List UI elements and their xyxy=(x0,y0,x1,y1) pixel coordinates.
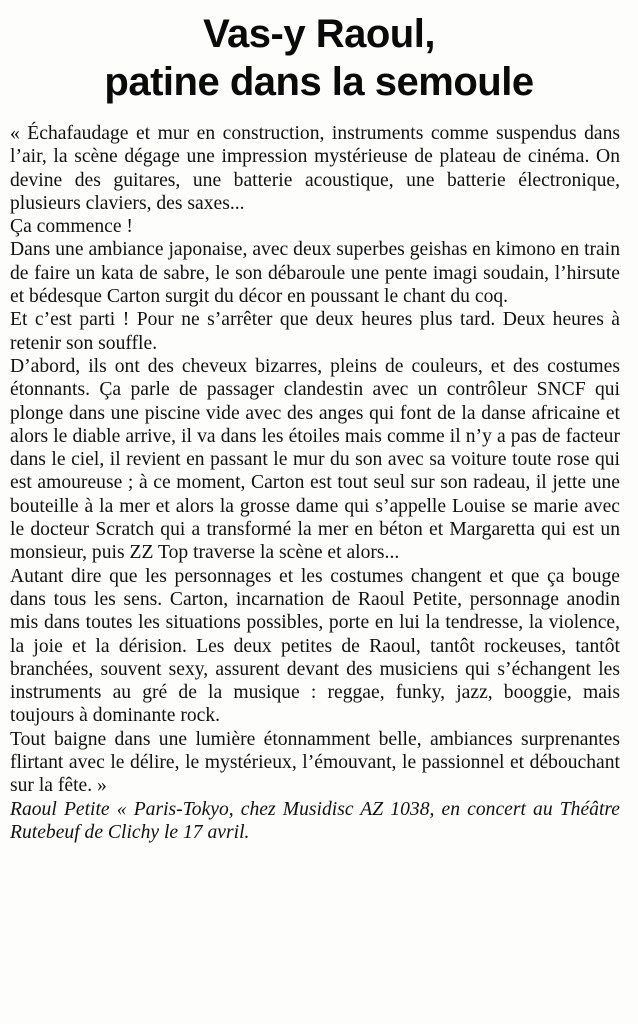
paragraph-story: D’abord, ils ont des cheveux bizarres, pleins de couleurs, et des costumes étonnants. Ça parle de passager clandestin avec un contrôleur SNCF qui plonge dans une piscine vide avec des anges qui font de la danse africaine et alors le diable arrive, il va dans les étoiles mais comme il n’y a pas de facteur dans le ciel, il revient en passant le mur du son avec sa voiture toute rose qui est amoureuse ; à ce moment, Carton est tout seul sur son radeau, il jette une bouteille à la mer et alors la grosse dame qui s’appelle Louise se marie avec le docteur Scratch qui a transformé la mer en béton et Margaretta qui est un monsieur, puis ZZ Top traverse la scène et alors... xyxy=(10,355,620,564)
headline-line-2: patine dans la semoule xyxy=(104,60,534,104)
album-credit: Raoul Petite « Paris-Tokyo, chez Musidisc AZ 1038, en concert au Théâtre Rutebeuf de Clichy le 17 avril. xyxy=(10,798,620,843)
headline-line-1: Vas-y Raoul, xyxy=(203,12,435,56)
paragraph-lighting: Tout baigne dans une lumière étonnamment belle, ambiances surprenantes flirtant avec le délire, le mystérieux, l’émouvant, le passionnel et débouchant sur la fête. » xyxy=(10,728,620,797)
article-headline xyxy=(0,10,638,106)
paragraph-two-hours: Et c’est parti ! Pour ne s’arrêter que deux heures plus tard. Deux heures à retenir son souffle. xyxy=(10,309,620,354)
paragraph-start: Ça commence ! xyxy=(10,216,133,238)
paragraph-japanese-ambiance: Dans une ambiance japonaise, avec deux superbes geishas en kimono en train de faire un kata de sabre, le son débaroule une pente imagi soudain, l’hirsute et bédesque Carton surgit du décor en poussant le chant du coq. xyxy=(10,239,620,308)
paragraph-intro: « Échafaudage et mur en construction, instruments comme suspendus dans l’air, la scène dégage une impression mystérieuse de plateau de cinéma. On devine des guitares, une batterie acoustique, une batterie électronique, plusieurs claviers, des saxes... xyxy=(10,123,620,214)
paragraph-characters: Autant dire que les personnages et les costumes changent et que ça bouge dans tous les sens. Carton, incarnation de Raoul Petite, personnage anodin mis dans toutes les situations possibles, porte en lui la tendresse, la violence, la joie et la dérision. Les deux petites de Raoul, tantôt rockeuses, tantôt branchées, souvent sexy, assurent devant des musiciens qui s’échangent les instruments au gré de la musique : reggae, funky, jazz, booggie, mais toujours à dominante rock. xyxy=(10,565,620,727)
article-body xyxy=(10,122,620,844)
